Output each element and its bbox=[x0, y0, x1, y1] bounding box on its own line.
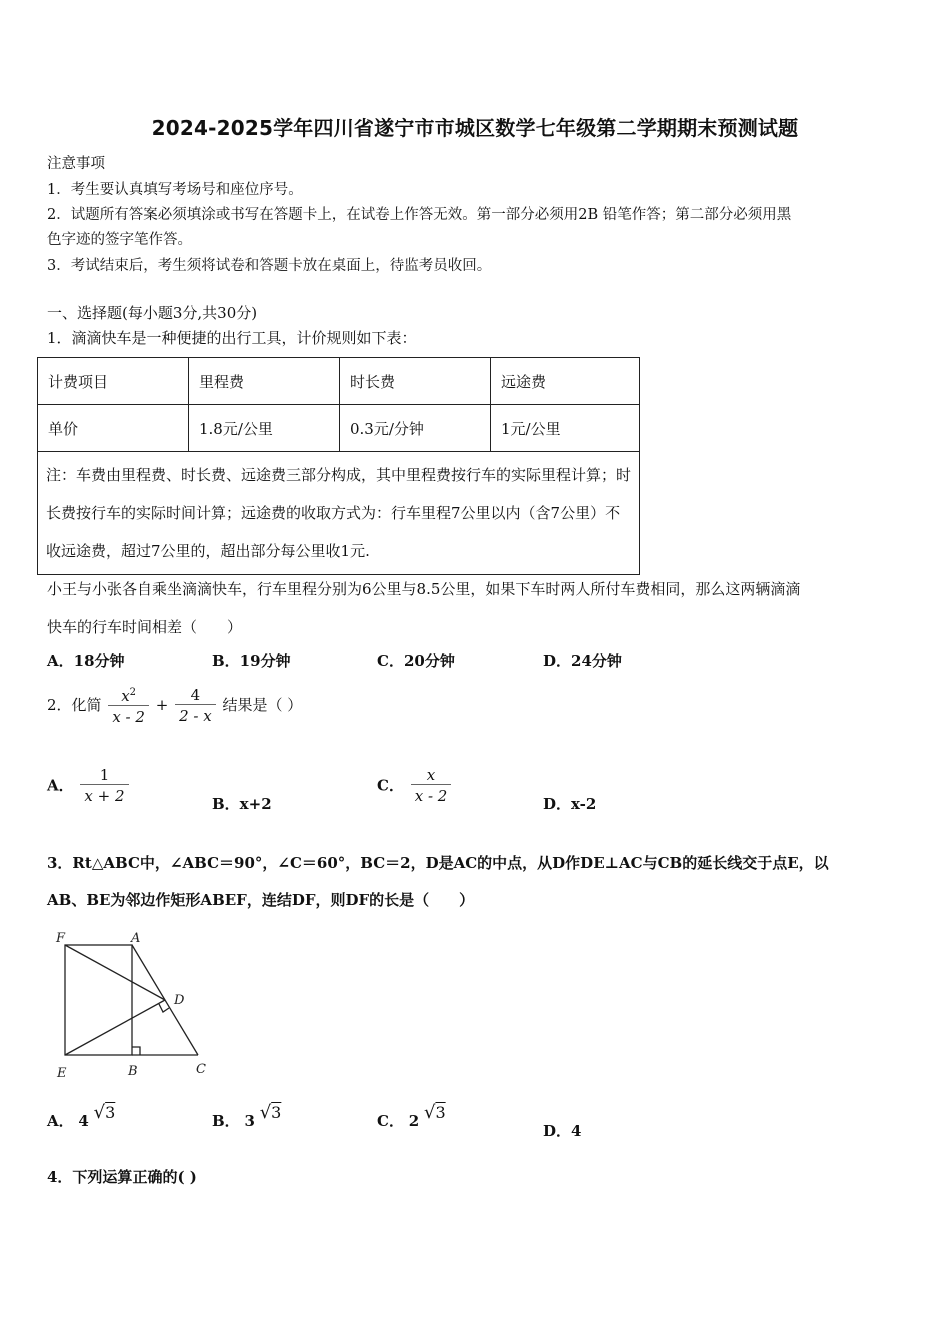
sqrt-icon: √3 bbox=[259, 1102, 282, 1123]
q3-option-b bbox=[212, 1102, 282, 1131]
q2-plus: + bbox=[155, 696, 169, 714]
label-e: E bbox=[57, 1066, 67, 1081]
label-a: A bbox=[131, 931, 141, 946]
q2-option-d: D．x-2 bbox=[543, 795, 597, 813]
q1-option-a: A．18分钟 bbox=[47, 652, 125, 670]
notice-item-2: 2．试题所有答案必须填涂或书写在答题卡上，在试卷上作答无效。第一部分必须用2B 铅笔作答；第二部分必须用黑 bbox=[47, 207, 792, 223]
table-row bbox=[38, 452, 640, 575]
fee-table bbox=[37, 357, 640, 575]
table-cell: 1.8元/公里 bbox=[189, 405, 340, 452]
table-cell: 时长费 bbox=[340, 358, 491, 405]
q2-option-c bbox=[377, 766, 453, 807]
section-heading: 一、选择题(每小题3分,共30分) bbox=[47, 304, 258, 322]
right-angle-b bbox=[132, 1047, 140, 1055]
label-b: B bbox=[128, 1064, 138, 1079]
q2-t2-num: 4 bbox=[190, 685, 201, 704]
q2-option-c-fraction bbox=[411, 766, 452, 807]
q3-line1: 3．Rt△ABC中，∠ABC＝90°，∠C＝60°，BC＝2，D是AC的中点，从D作DE⊥AC与CB的延长线交于点E，以 bbox=[47, 854, 829, 872]
table-cell: 计费项目 bbox=[38, 358, 189, 405]
label-c: C bbox=[196, 1062, 206, 1077]
segment-de bbox=[65, 1000, 165, 1055]
table-row bbox=[38, 405, 640, 452]
q3-option-b-coef: 3 bbox=[244, 1112, 255, 1130]
q2-fraction-1 bbox=[108, 684, 149, 728]
q2-t2-den: 2 - x bbox=[175, 704, 216, 727]
sqrt-icon: √3 bbox=[423, 1102, 446, 1123]
table-cell: 单价 bbox=[38, 405, 189, 452]
q2-option-a-label: A． bbox=[47, 776, 74, 795]
table-row bbox=[38, 358, 640, 405]
q2-t1-num: x bbox=[121, 687, 130, 705]
q3-option-a-label: A． bbox=[47, 1112, 74, 1130]
notice-item-3: 3．考试结束后，考生须将试卷和答题卡放在桌面上，待监考员收回。 bbox=[47, 258, 492, 274]
q3-line2: AB、BE为邻边作矩形ABEF，连结DF，则DF的长是（ ） bbox=[47, 891, 475, 909]
notice-heading: 注意事项 bbox=[47, 156, 105, 172]
table-cell: 远途费 bbox=[491, 358, 640, 405]
q1-line2: 快车的行车时间相差（ ） bbox=[47, 618, 243, 636]
table-note: 注：车费由里程费、时长费、远途费三部分构成，其中里程费按行车的实际里程计算；时长费按行车的实际时间计算；远途费的收取方式为：行车里程7公里以内（含7公里）不收远途费，超过7公里的，超出部分每公里收1元. bbox=[38, 452, 640, 575]
q1-stem: 1．滴滴快车是一种便捷的出行工具，计价规则如下表： bbox=[47, 329, 417, 347]
q1-option-c: C．20分钟 bbox=[377, 652, 455, 670]
q3-option-d: D．4 bbox=[543, 1122, 582, 1140]
sqrt-icon: √3 bbox=[93, 1102, 116, 1123]
q4-stem: 4．下列运算正确的( ) bbox=[47, 1168, 197, 1186]
table-cell: 0.3元/分钟 bbox=[340, 405, 491, 452]
notice-item-2-cont: 色字迹的签字笔作答。 bbox=[47, 232, 192, 248]
rectangle-abef bbox=[65, 945, 132, 1055]
q2-option-a-num: 1 bbox=[99, 766, 110, 784]
q3-option-c-coef: 2 bbox=[408, 1112, 420, 1130]
q1-option-d: D．24分钟 bbox=[543, 652, 622, 670]
q1-line1: 小王与小张各自乘坐滴滴快车，行车里程分别为6公里与8.5公里，如果下车时两人所付车费相同，那么这两辆滴滴 bbox=[47, 580, 801, 598]
q3-figure bbox=[40, 925, 220, 1085]
q2-fraction-2 bbox=[175, 686, 216, 727]
q2-option-b: B．x+2 bbox=[212, 795, 272, 813]
q3-option-b-label: B． bbox=[212, 1112, 240, 1130]
q3-option-a-coef: 4 bbox=[78, 1112, 89, 1130]
q3-option-c-label: C． bbox=[377, 1112, 404, 1130]
q2-t1-exp: 2 bbox=[129, 687, 137, 698]
label-d: D bbox=[174, 993, 185, 1008]
segment-df bbox=[65, 945, 165, 1000]
table-cell: 1元/公里 bbox=[491, 405, 640, 452]
q2-option-a-fraction bbox=[80, 766, 128, 807]
q2-option-c-den: x - 2 bbox=[411, 784, 452, 807]
q2-option-a bbox=[47, 766, 131, 807]
q1-option-b: B．19分钟 bbox=[212, 652, 291, 670]
notice-item-1: 1．考生要认真填写考场号和座位序号。 bbox=[47, 182, 303, 198]
q2-option-c-label: C． bbox=[377, 776, 404, 795]
q2-suffix: 结果是（ ） bbox=[222, 696, 303, 714]
q2-option-a-den: x + 2 bbox=[80, 784, 128, 807]
q3-option-a bbox=[47, 1102, 116, 1131]
q2-prefix: 2．化简 bbox=[47, 696, 102, 714]
table-cell: 里程费 bbox=[189, 358, 340, 405]
q2-t1-den: x - 2 bbox=[108, 705, 149, 728]
page-title: 2024-2025学年四川省遂宁市市城区数学七年级第二学期期末预测试题 bbox=[151, 116, 799, 140]
q3-option-c bbox=[377, 1102, 446, 1131]
label-f: F bbox=[56, 931, 66, 946]
q2-option-c-num: x bbox=[426, 766, 436, 784]
q2-stem bbox=[47, 684, 302, 728]
